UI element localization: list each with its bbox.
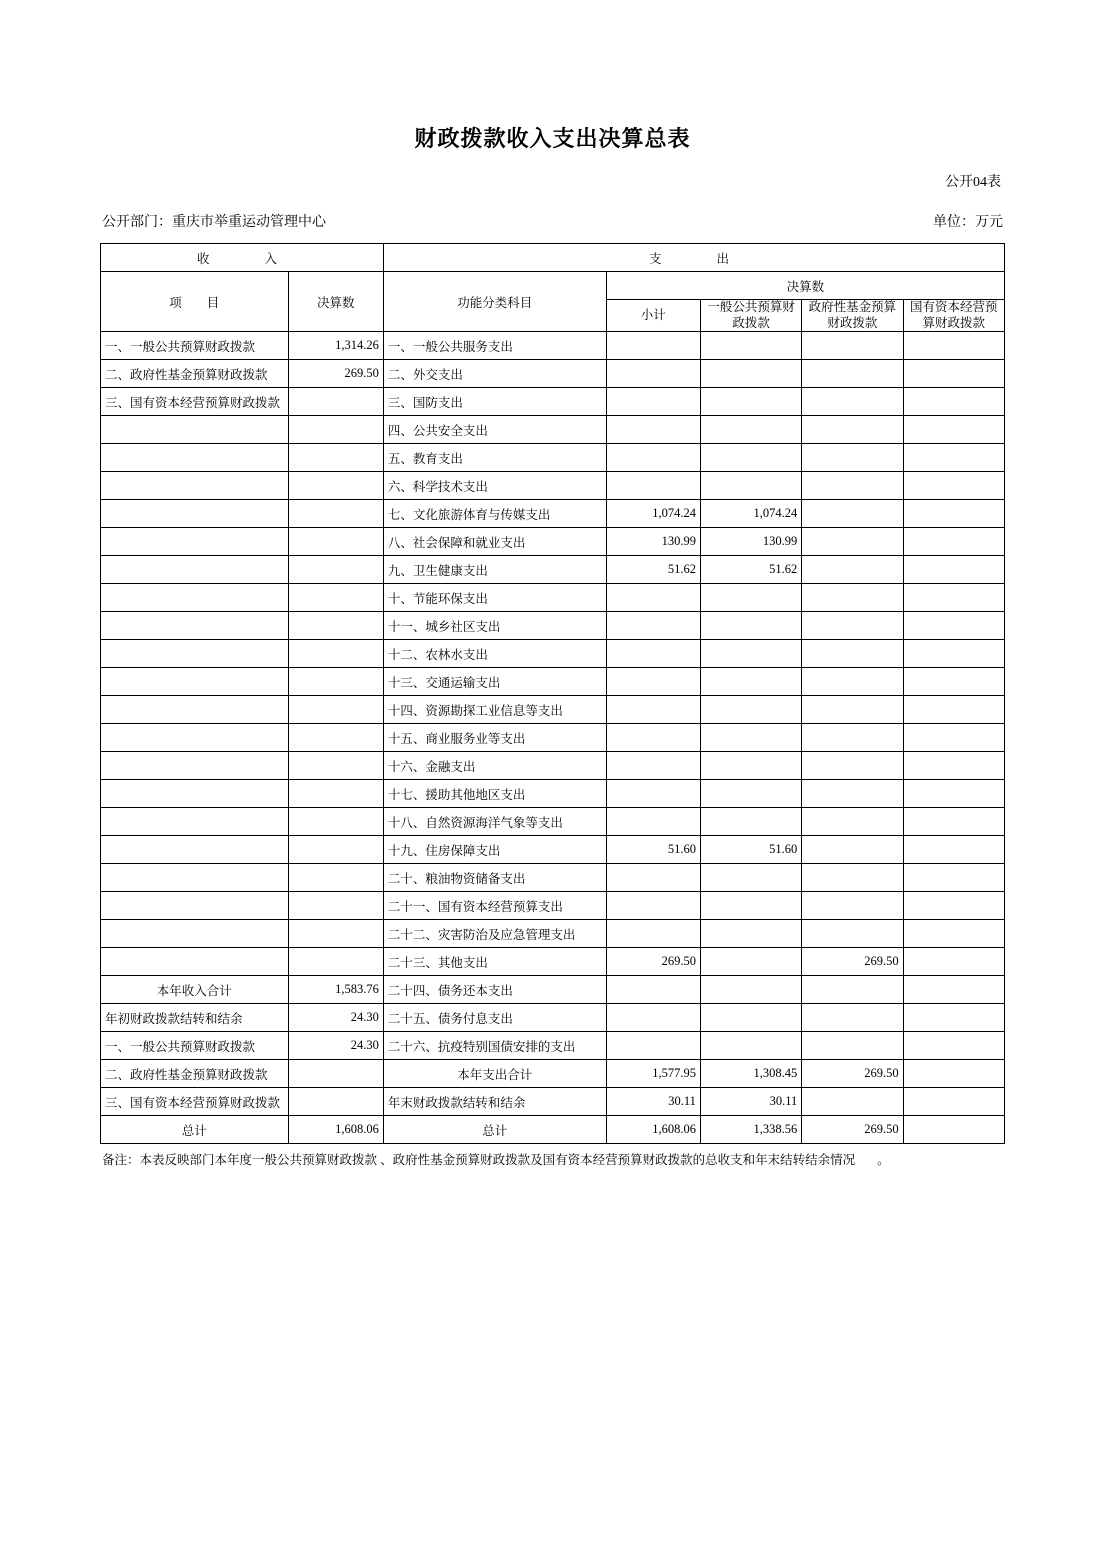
expense-subject-label: 五、教育支出: [383, 444, 606, 472]
expense-subtotal-value: [606, 388, 700, 416]
income-item-label: [101, 808, 289, 836]
expense-general-value: [700, 948, 801, 976]
income-item-label: [101, 752, 289, 780]
expense-general-value: 130.99: [700, 528, 801, 556]
expense-subtotal-value: [606, 724, 700, 752]
income-item-value: 24.30: [288, 1004, 383, 1032]
expense-capital-value: [903, 1116, 1004, 1144]
expense-subtotal-value: 1,608.06: [606, 1116, 700, 1144]
expense-fund-value: [802, 500, 903, 528]
expense-fund-value: [802, 1088, 903, 1116]
expense-general-value: [700, 612, 801, 640]
header-expense-group: 支 出: [383, 244, 1004, 272]
expense-subject-label: 年末财政拨款结转和结余: [383, 1088, 606, 1116]
expense-subject-label: 二十六、抗疫特别国债安排的支出: [383, 1032, 606, 1060]
income-item-value: [288, 584, 383, 612]
expense-general-value: [700, 780, 801, 808]
expense-subject-label: 十一、城乡社区支出: [383, 612, 606, 640]
income-item-value: [288, 472, 383, 500]
expense-subtotal-value: 130.99: [606, 528, 700, 556]
income-item-value: [288, 780, 383, 808]
table-row: [101, 556, 1005, 584]
income-item-value: [288, 696, 383, 724]
income-item-value: [288, 864, 383, 892]
expense-subject-label: 十六、金融支出: [383, 752, 606, 780]
income-item-label: 二、政府性基金预算财政拨款: [101, 360, 289, 388]
expense-subtotal-value: [606, 640, 700, 668]
expense-general-value: [700, 976, 801, 1004]
expense-capital-value: [903, 1060, 1004, 1088]
expense-fund-value: [802, 472, 903, 500]
expense-general-value: [700, 1004, 801, 1032]
table-row: [101, 696, 1005, 724]
table-row: [101, 668, 1005, 696]
table-row: [101, 836, 1005, 864]
expense-capital-value: [903, 668, 1004, 696]
expense-fund-value: [802, 584, 903, 612]
income-item-value: [288, 836, 383, 864]
table-row: [101, 864, 1005, 892]
expense-general-value: [700, 388, 801, 416]
expense-subtotal-value: [606, 416, 700, 444]
income-item-value: 1,608.06: [288, 1116, 383, 1144]
expense-subtotal-value: 51.60: [606, 836, 700, 864]
income-item-value: 269.50: [288, 360, 383, 388]
table-row: [101, 976, 1005, 1004]
expense-fund-value: [802, 864, 903, 892]
expense-subtotal-value: [606, 920, 700, 948]
expense-fund-value: [802, 752, 903, 780]
income-item-value: [288, 724, 383, 752]
meta-row: [100, 211, 1005, 231]
income-item-value: 24.30: [288, 1032, 383, 1060]
expense-general-value: 1,074.24: [700, 500, 801, 528]
table-row: [101, 500, 1005, 528]
expense-fund-value: [802, 416, 903, 444]
table-row: [101, 892, 1005, 920]
income-item-value: 1,583.76: [288, 976, 383, 1004]
expense-fund-value: [802, 892, 903, 920]
unit-label: 单位：万元: [933, 215, 1003, 230]
income-item-label: [101, 892, 289, 920]
expense-subject-label: 七、文化旅游体育与传媒支出: [383, 500, 606, 528]
expense-subtotal-value: [606, 1004, 700, 1032]
expense-capital-value: [903, 1088, 1004, 1116]
table-row: [101, 1088, 1005, 1116]
income-item-label: 二、政府性基金预算财政拨款: [101, 1060, 289, 1088]
expense-subtotal-value: [606, 332, 700, 360]
expense-fund-value: 269.50: [802, 948, 903, 976]
expense-capital-value: [903, 332, 1004, 360]
table-row: [101, 388, 1005, 416]
expense-subject-label: 二十五、债务付息支出: [383, 1004, 606, 1032]
income-item-label: [101, 920, 289, 948]
expense-subtotal-value: 1,577.95: [606, 1060, 700, 1088]
income-item-label: 三、国有资本经营预算财政拨款: [101, 388, 289, 416]
table-row: [101, 920, 1005, 948]
income-item-value: 1,314.26: [288, 332, 383, 360]
income-item-label: 本年收入合计: [101, 976, 289, 1004]
income-item-label: [101, 780, 289, 808]
header-income-value: 决算数: [288, 272, 383, 332]
expense-subject-label: 二十四、债务还本支出: [383, 976, 606, 1004]
income-item-label: [101, 472, 289, 500]
expense-subject-label: 四、公共安全支出: [383, 416, 606, 444]
income-item-label: [101, 416, 289, 444]
expense-capital-value: [903, 892, 1004, 920]
table-row: [101, 752, 1005, 780]
expense-subject-label: 十八、自然资源海洋气象等支出: [383, 808, 606, 836]
income-item-label: [101, 556, 289, 584]
expense-capital-value: [903, 976, 1004, 1004]
expense-general-value: 1,338.56: [700, 1116, 801, 1144]
header-expense-general: 一般公共预算财政拨款: [700, 300, 801, 332]
table-row: [101, 472, 1005, 500]
expense-subject-label: 二十三、其他支出: [383, 948, 606, 976]
income-item-value: [288, 444, 383, 472]
expense-capital-value: [903, 444, 1004, 472]
expense-capital-value: [903, 640, 1004, 668]
note-text: 备注：本表反映部门本年度一般公共预算财政拨款 、政府性基金预算财政拨款及国有资本经营预算财政拨款的总收支和年末结转结余情况: [102, 1153, 856, 1168]
income-item-value: [288, 892, 383, 920]
expense-subtotal-value: [606, 808, 700, 836]
income-item-label: [101, 640, 289, 668]
income-item-value: [288, 1060, 383, 1088]
form-number: 公开04表: [945, 175, 1001, 190]
header-expense-subtotal: 小计: [606, 300, 700, 332]
expense-general-value: [700, 332, 801, 360]
table-row: [101, 444, 1005, 472]
table-header: [101, 244, 1005, 332]
expense-subject-label: 八、社会保障和就业支出: [383, 528, 606, 556]
expense-capital-value: [903, 556, 1004, 584]
header-expense-value-group: 决算数: [606, 272, 1004, 300]
income-item-value: [288, 808, 383, 836]
expense-capital-value: [903, 780, 1004, 808]
expense-general-value: [700, 808, 801, 836]
expense-subject-label: 二、外交支出: [383, 360, 606, 388]
expense-fund-value: [802, 920, 903, 948]
income-item-label: 一、一般公共预算财政拨款: [101, 1032, 289, 1060]
note-end: 。: [877, 1153, 890, 1168]
expense-general-value: [700, 416, 801, 444]
expense-general-value: [700, 584, 801, 612]
income-item-value: [288, 920, 383, 948]
table-row: [101, 1032, 1005, 1060]
income-item-label: [101, 612, 289, 640]
income-item-label: [101, 836, 289, 864]
income-item-value: [288, 1088, 383, 1116]
expense-general-value: [700, 696, 801, 724]
income-item-label: [101, 864, 289, 892]
income-item-value: [288, 752, 383, 780]
expense-general-value: [700, 472, 801, 500]
expense-capital-value: [903, 612, 1004, 640]
expense-general-value: [700, 668, 801, 696]
table-row: [101, 416, 1005, 444]
income-item-value: [288, 668, 383, 696]
expense-subtotal-value: [606, 472, 700, 500]
expense-capital-value: [903, 808, 1004, 836]
expense-capital-value: [903, 360, 1004, 388]
expense-subtotal-value: 30.11: [606, 1088, 700, 1116]
income-item-value: [288, 388, 383, 416]
income-item-label: [101, 696, 289, 724]
expense-capital-value: [903, 920, 1004, 948]
table-row: [101, 1116, 1005, 1144]
expense-capital-value: [903, 752, 1004, 780]
income-item-value: [288, 948, 383, 976]
expense-fund-value: [802, 780, 903, 808]
expense-general-value: [700, 444, 801, 472]
expense-general-value: [700, 360, 801, 388]
expense-subtotal-value: 269.50: [606, 948, 700, 976]
income-item-label: 年初财政拨款结转和结余: [101, 1004, 289, 1032]
expense-subtotal-value: [606, 892, 700, 920]
expense-subject-label: 二十一、国有资本经营预算支出: [383, 892, 606, 920]
expense-fund-value: [802, 976, 903, 1004]
table-row: [101, 948, 1005, 976]
income-item-label: [101, 528, 289, 556]
expense-subtotal-value: [606, 1032, 700, 1060]
expense-fund-value: [802, 808, 903, 836]
expense-subtotal-value: [606, 360, 700, 388]
expense-subtotal-value: [606, 612, 700, 640]
expense-subject-label: 十、节能环保支出: [383, 584, 606, 612]
expense-subject-label: 总计: [383, 1116, 606, 1144]
income-item-label: 三、国有资本经营预算财政拨款: [101, 1088, 289, 1116]
expense-subject-label: 六、科学技术支出: [383, 472, 606, 500]
table-row: [101, 640, 1005, 668]
expense-capital-value: [903, 948, 1004, 976]
income-item-label: [101, 948, 289, 976]
department-label: 公开部门：重庆市举重运动管理中心: [102, 215, 326, 230]
expense-subject-label: 十七、援助其他地区支出: [383, 780, 606, 808]
table-row: [101, 584, 1005, 612]
expense-subtotal-value: [606, 780, 700, 808]
expense-subtotal-value: [606, 668, 700, 696]
income-item-value: [288, 556, 383, 584]
expense-subtotal-value: 51.62: [606, 556, 700, 584]
expense-fund-value: 269.50: [802, 1060, 903, 1088]
expense-fund-value: [802, 444, 903, 472]
header-expense-capital: 国有资本经营预算财政拨款: [903, 300, 1004, 332]
expense-subtotal-value: [606, 864, 700, 892]
expense-general-value: [700, 920, 801, 948]
expense-subject-label: 一、一般公共服务支出: [383, 332, 606, 360]
income-item-label: [101, 444, 289, 472]
expense-fund-value: [802, 724, 903, 752]
expense-fund-value: [802, 696, 903, 724]
expense-subject-label: 本年支出合计: [383, 1060, 606, 1088]
expense-capital-value: [903, 864, 1004, 892]
expense-capital-value: [903, 528, 1004, 556]
expense-general-value: 51.60: [700, 836, 801, 864]
expense-capital-value: [903, 500, 1004, 528]
expense-general-value: [700, 892, 801, 920]
expense-general-value: 30.11: [700, 1088, 801, 1116]
expense-subject-label: 十四、资源勘探工业信息等支出: [383, 696, 606, 724]
income-item-value: [288, 640, 383, 668]
expense-capital-value: [903, 696, 1004, 724]
expense-subtotal-value: [606, 584, 700, 612]
expense-capital-value: [903, 836, 1004, 864]
expense-subtotal-value: [606, 976, 700, 1004]
expense-subtotal-value: [606, 752, 700, 780]
expense-fund-value: 269.50: [802, 1116, 903, 1144]
expense-capital-value: [903, 724, 1004, 752]
expense-capital-value: [903, 584, 1004, 612]
expense-subtotal-value: [606, 696, 700, 724]
expense-subject-label: 十五、商业服务业等支出: [383, 724, 606, 752]
table-row: [101, 1004, 1005, 1032]
expense-general-value: 1,308.45: [700, 1060, 801, 1088]
expense-subject-label: 十二、农林水支出: [383, 640, 606, 668]
income-item-label: 总计: [101, 1116, 289, 1144]
table-row: [101, 360, 1005, 388]
header-expense-fund: 政府性基金预算财政拨款: [802, 300, 903, 332]
table-note: [100, 1151, 1005, 1170]
expense-subject-label: 二十二、灾害防治及应急管理支出: [383, 920, 606, 948]
header-income-group: 收 入: [101, 244, 384, 272]
expense-subtotal-value: [606, 444, 700, 472]
table-row: [101, 1060, 1005, 1088]
income-item-label: [101, 500, 289, 528]
table-body: [101, 332, 1005, 1144]
expense-capital-value: [903, 1004, 1004, 1032]
expense-fund-value: [802, 1032, 903, 1060]
expense-capital-value: [903, 1032, 1004, 1060]
expense-general-value: [700, 864, 801, 892]
table-row: [101, 332, 1005, 360]
income-item-value: [288, 416, 383, 444]
expense-subject-label: 十三、交通运输支出: [383, 668, 606, 696]
expense-capital-value: [903, 472, 1004, 500]
income-item-label: [101, 584, 289, 612]
expense-general-value: [700, 724, 801, 752]
income-item-label: 一、一般公共预算财政拨款: [101, 332, 289, 360]
income-item-label: [101, 724, 289, 752]
expense-fund-value: [802, 836, 903, 864]
expense-capital-value: [903, 388, 1004, 416]
expense-general-value: 51.62: [700, 556, 801, 584]
header-expense-subject: 功能分类科目: [383, 272, 606, 332]
income-item-value: [288, 612, 383, 640]
expense-fund-value: [802, 612, 903, 640]
expense-fund-value: [802, 360, 903, 388]
expense-subject-label: 九、卫生健康支出: [383, 556, 606, 584]
expense-subject-label: 二十、粮油物资储备支出: [383, 864, 606, 892]
income-item-label: [101, 668, 289, 696]
expense-fund-value: [802, 1004, 903, 1032]
expense-capital-value: [903, 416, 1004, 444]
page-title: 财政拨款收入支出决算总表: [414, 126, 691, 151]
expense-subtotal-value: 1,074.24: [606, 500, 700, 528]
expense-general-value: [700, 1032, 801, 1060]
expense-subject-label: 三、国防支出: [383, 388, 606, 416]
table-row: [101, 724, 1005, 752]
table-row: [101, 612, 1005, 640]
budget-table: [100, 243, 1005, 1144]
header-income-item: 项 目: [101, 272, 289, 332]
expense-fund-value: [802, 528, 903, 556]
expense-fund-value: [802, 332, 903, 360]
expense-fund-value: [802, 640, 903, 668]
income-item-value: [288, 500, 383, 528]
expense-general-value: [700, 640, 801, 668]
table-row: [101, 808, 1005, 836]
table-row: [101, 528, 1005, 556]
income-item-value: [288, 528, 383, 556]
table-row: [101, 780, 1005, 808]
expense-fund-value: [802, 556, 903, 584]
expense-general-value: [700, 752, 801, 780]
expense-fund-value: [802, 388, 903, 416]
expense-fund-value: [802, 668, 903, 696]
document-page: [0, 122, 1105, 1551]
expense-subject-label: 十九、住房保障支出: [383, 836, 606, 864]
